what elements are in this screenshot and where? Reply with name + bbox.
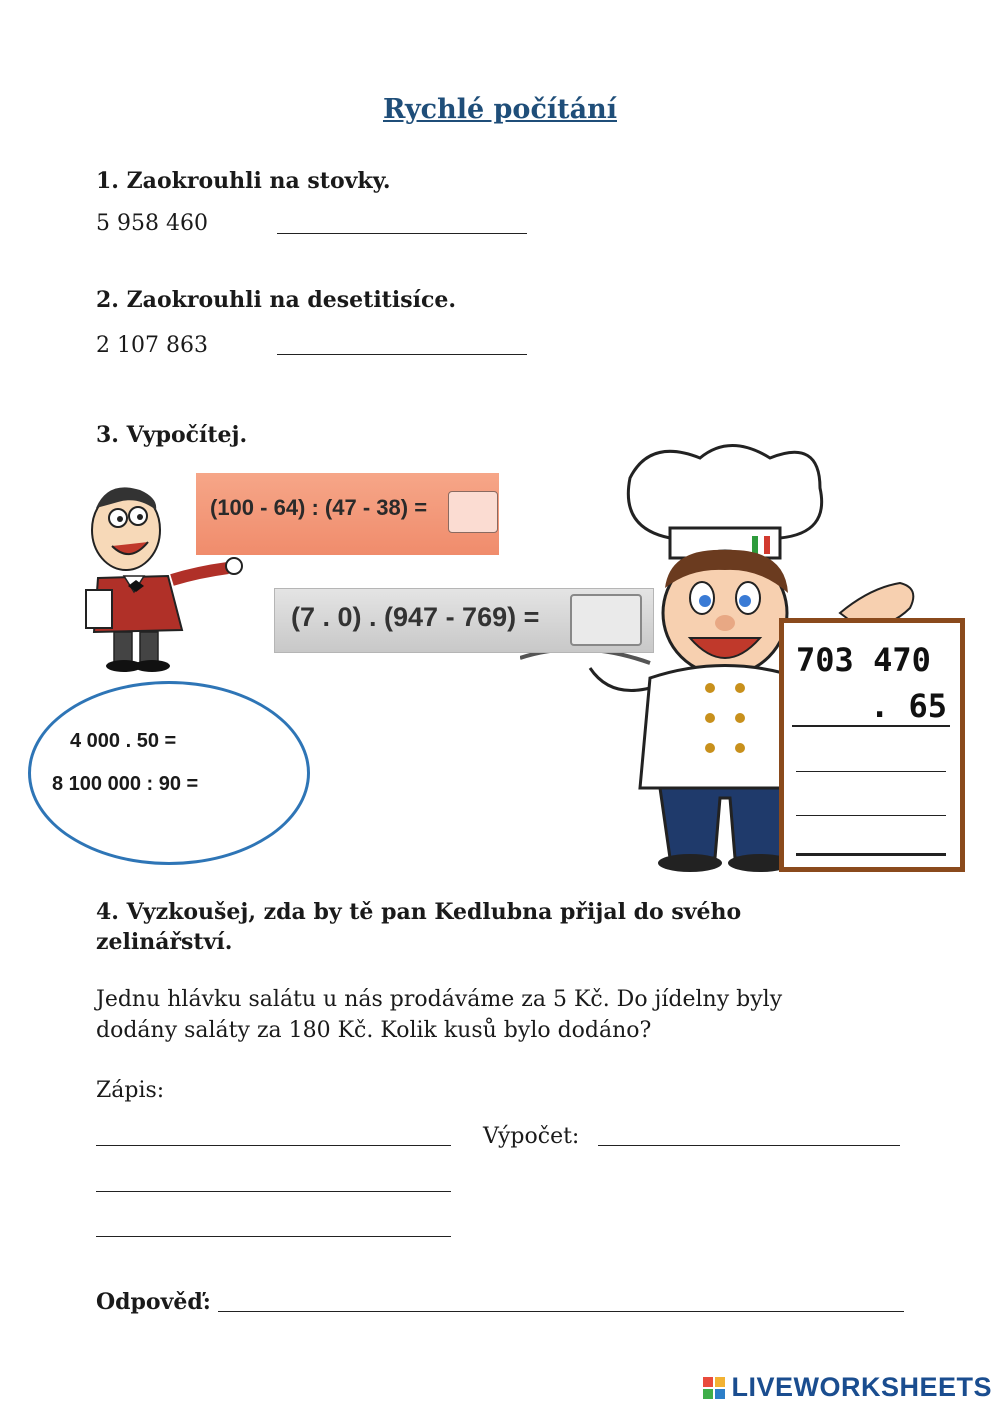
exercise-2-answer-input[interactable] (570, 594, 642, 646)
multiplication-board (779, 618, 965, 872)
liveworksheets-icon (703, 1377, 725, 1399)
task2-heading: 2. Zaokrouhli na desetitisíce. (96, 287, 456, 313)
zapis-label: Zápis: (96, 1078, 165, 1103)
task1-number: 5 958 460 (96, 211, 208, 236)
board-answer-line-2[interactable] (796, 815, 946, 816)
task4-heading-line-2: zelinářství. (96, 929, 233, 955)
task4-paragraph-line-1: Jednu hlávku salátu u nás prodáváme za 5 Kč. Do jídelny byly (96, 987, 783, 1012)
liveworksheets-logo (703, 1372, 992, 1403)
board-number-2: . 65 (870, 687, 948, 725)
task4-paragraph-line-2: dodány saláty za 180 Kč. Kolik kusů bylo dodáno? (96, 1018, 652, 1043)
task2-number: 2 107 863 (96, 333, 208, 358)
task2-answer-line[interactable] (277, 354, 527, 355)
zapis-line-2[interactable] (96, 1191, 451, 1192)
exercise-box-2 (274, 588, 654, 653)
ellipse-equation-1: 4 000 . 50 = (70, 730, 177, 752)
task4-heading-line-1: 4. Vyzkoušej, zda by tě pan Kedlubna přijal do svého (96, 899, 742, 925)
vypocet-label: Výpočet: (483, 1124, 580, 1149)
task3-heading: 3. Vypočítej. (96, 422, 248, 448)
board-number-1: 703 470 (796, 641, 931, 679)
ellipse-equation-2: 8 100 000 : 90 = (52, 773, 199, 795)
zapis-line-1[interactable] (96, 1145, 451, 1146)
odpoved-label: Odpověď: (96, 1289, 211, 1315)
exercise-2-expression: (7 . 0) . (947 - 769) = (291, 602, 540, 632)
board-answer-line-3[interactable] (796, 853, 946, 856)
liveworksheets-brand: LIVEWORKSHEETS (731, 1372, 992, 1402)
task1-heading: 1. Zaokrouhli na stovky. (96, 168, 391, 194)
task1-answer-line[interactable] (277, 233, 527, 234)
board-answer-line-1[interactable] (796, 771, 946, 772)
odpoved-line[interactable] (218, 1311, 904, 1312)
page-title: Rychlé počítání (383, 94, 617, 125)
board-rule (792, 725, 950, 727)
exercise-1-expression: (100 - 64) : (47 - 38) = (210, 495, 428, 520)
exercise-1-answer-input[interactable] (448, 491, 498, 533)
zapis-line-3[interactable] (96, 1236, 451, 1237)
exercise-box-1 (196, 473, 499, 555)
vypocet-line[interactable] (598, 1145, 900, 1146)
